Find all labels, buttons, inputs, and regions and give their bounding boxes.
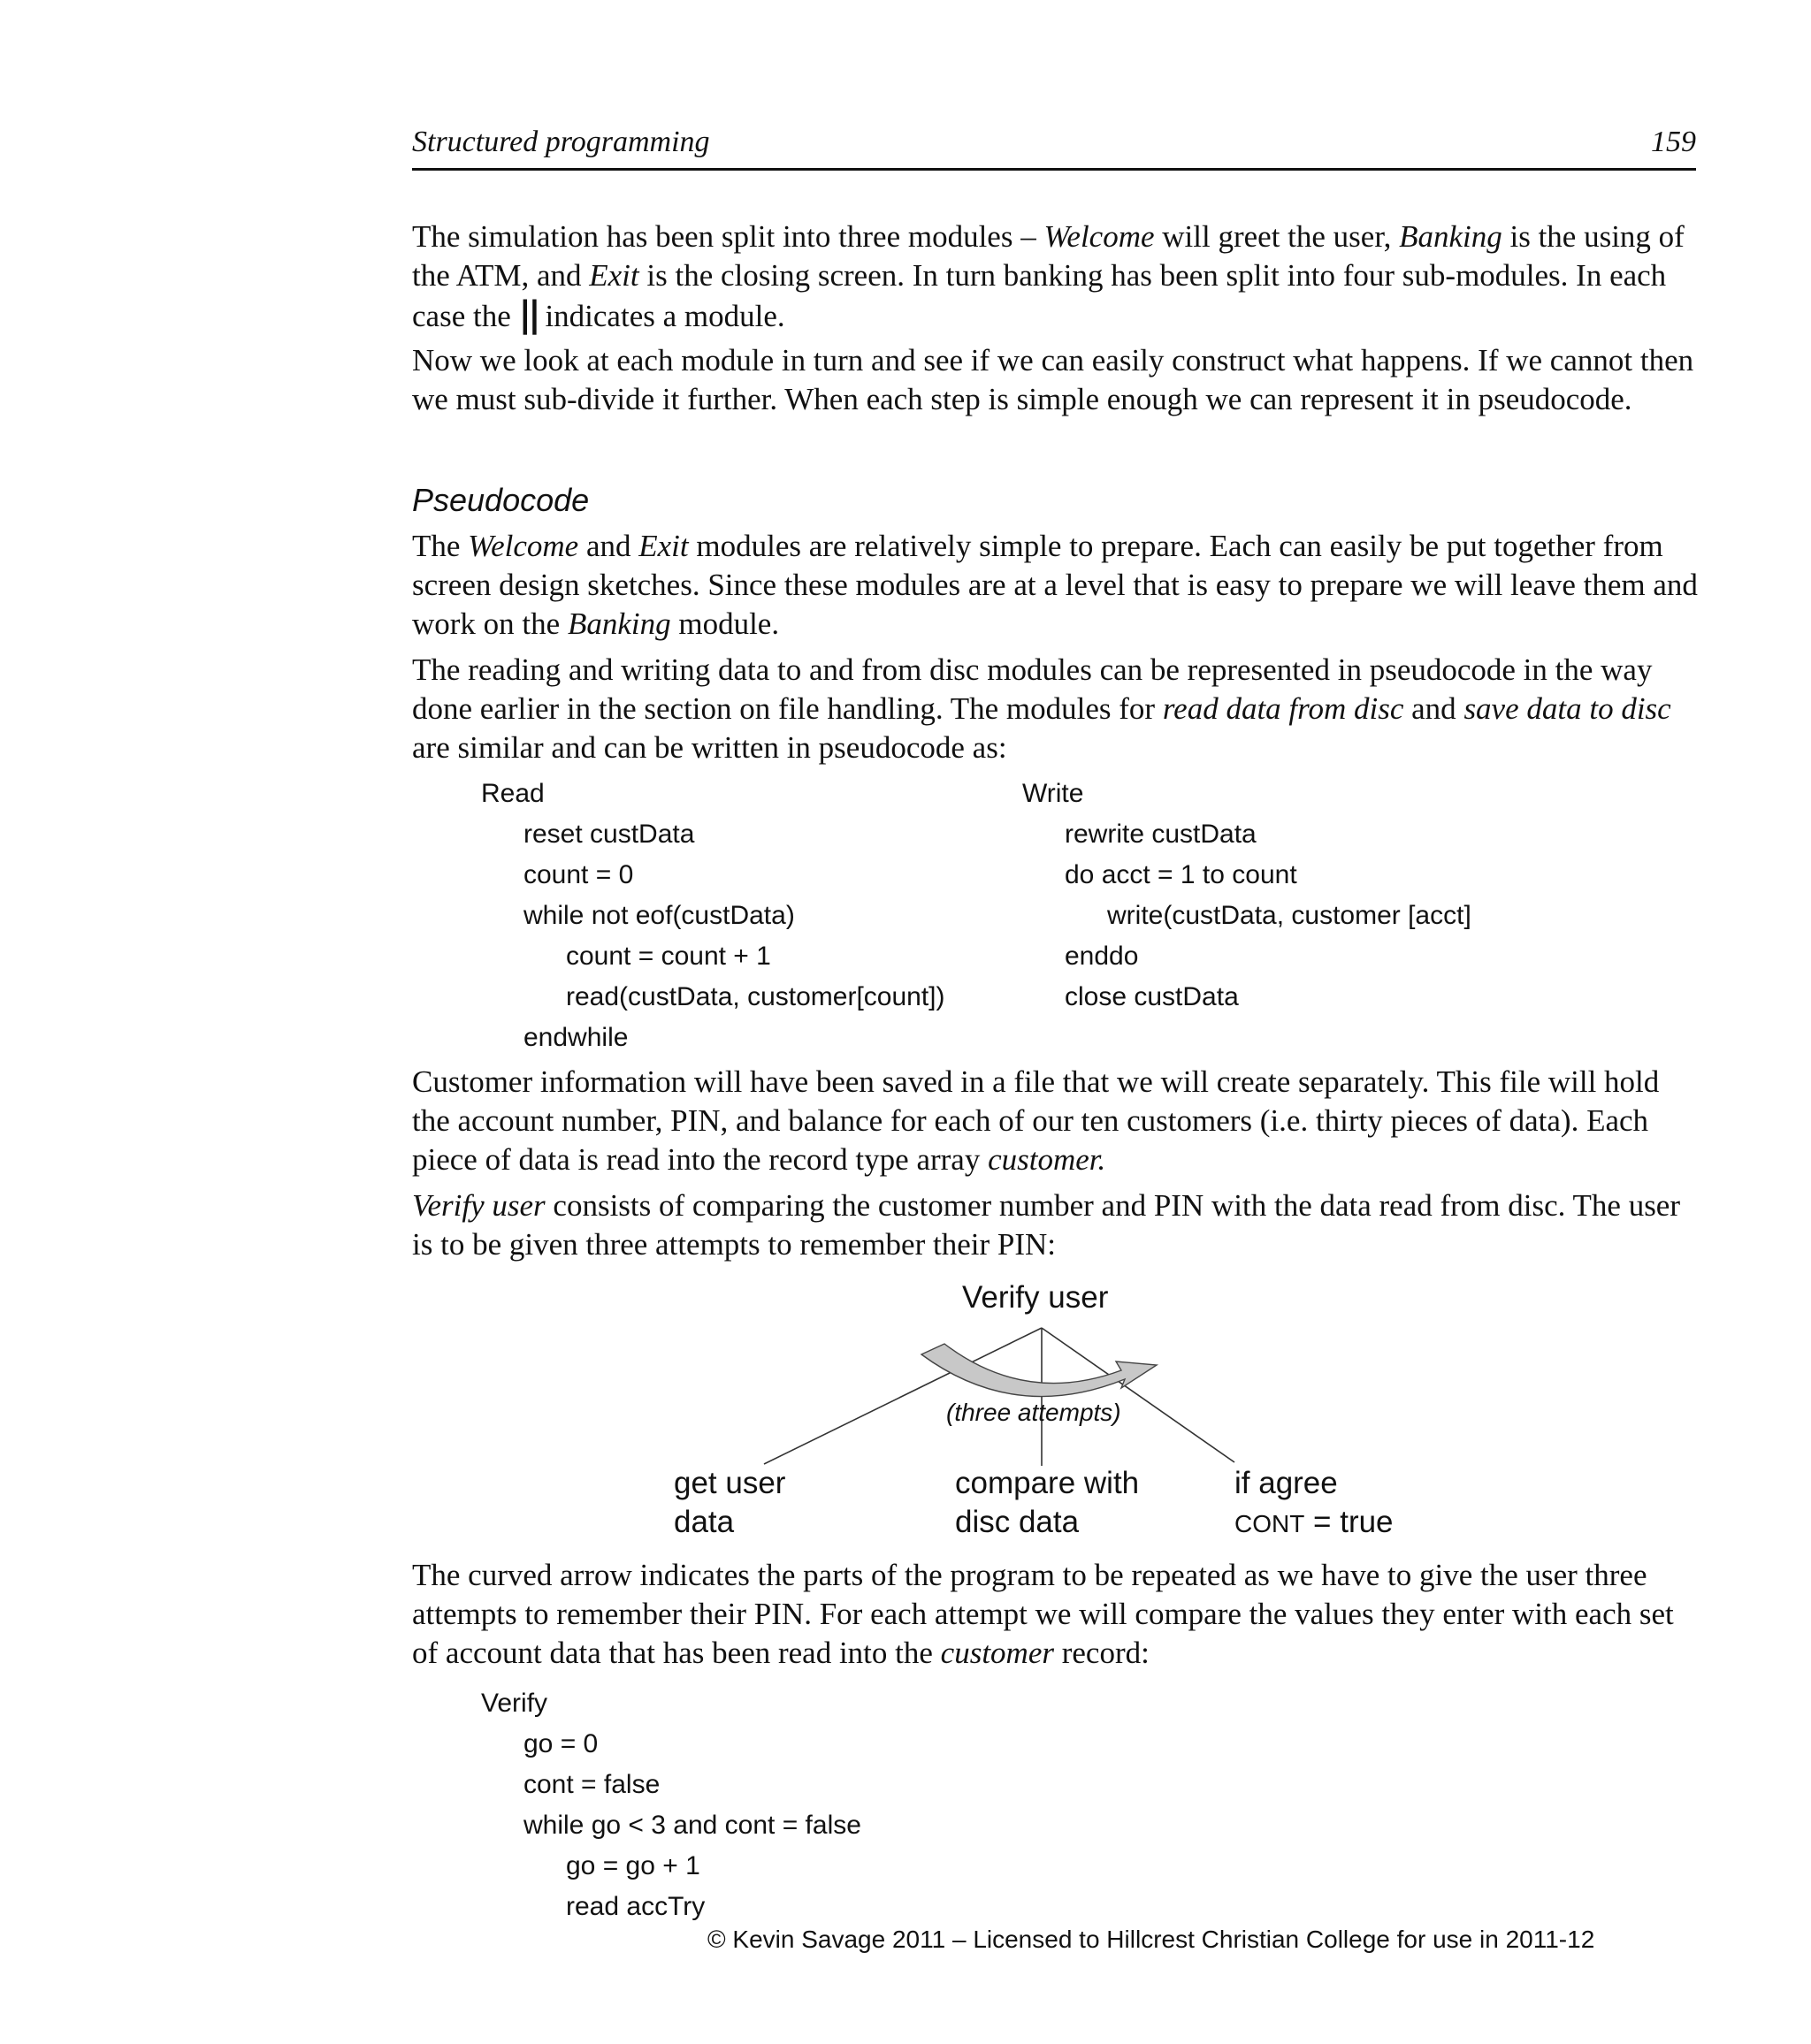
term-customer: customer.: [988, 1142, 1106, 1177]
text: is the closing screen. In turn banking has been split into four sub-modules. In each case the: [412, 258, 1667, 333]
text: is the using of the ATM, and: [412, 219, 1685, 293]
term-exit: Exit: [638, 529, 689, 563]
code-line: while go < 3 and cont = false: [523, 1811, 861, 1840]
text: = true: [1304, 1505, 1394, 1539]
code-line: go = 0: [523, 1729, 599, 1758]
section-heading: Pseudocode: [412, 482, 590, 518]
header-title: Structured programming: [412, 126, 710, 158]
text: The simulation has been split into three modules –: [412, 219, 1044, 254]
code-line: count = count + 1: [566, 942, 771, 971]
diagram-child-get-user-data: [674, 1464, 785, 1542]
code-line: count = 0: [523, 860, 634, 889]
label-line: disc data: [955, 1505, 1080, 1539]
text: record:: [1053, 1636, 1150, 1670]
text: modules are relatively simple to prepare. Each can easily be put together from screen design sketches. Since these modules are at a level that is easy to prepare we will leave them and work on the: [412, 529, 1698, 641]
paragraph-welcome-exit: [412, 527, 1703, 644]
text: and: [1403, 691, 1464, 726]
term-save-data: save data to disc: [1463, 691, 1671, 726]
text: and: [578, 529, 639, 563]
term-exit: Exit: [589, 258, 639, 293]
label-line: compare with: [955, 1466, 1140, 1500]
code-line: Read: [481, 779, 545, 808]
code-line: rewrite custData: [1065, 820, 1257, 849]
verify-user-structure-diagram: [654, 1273, 1450, 1556]
label-line: [1234, 1503, 1394, 1544]
text: indicates a module.: [537, 299, 785, 333]
text: are similar and can be written in pseudocode as:: [412, 730, 1007, 765]
text: will greet the user,: [1154, 219, 1400, 254]
text: The curved arrow indicates the parts of the program to be repeated as we have to give the user three attempts to remember their PIN. For each attempt we will compare the values they enter with each set of account data that has been read into the: [412, 1558, 1674, 1670]
paragraph-customer-info: [412, 1063, 1703, 1179]
term-verify-user: Verify user: [412, 1188, 546, 1223]
code-line: close custData: [1065, 982, 1239, 1011]
code-line: Write: [1022, 779, 1084, 808]
curved-repeat-arrow-icon: [921, 1344, 1157, 1397]
term-banking: Banking: [1399, 219, 1502, 254]
text: The reading and writing data to and from disc modules can be represented in pseudocode in the way done earlier in the section on file handling. The modules for: [412, 652, 1653, 726]
paragraph-curved-arrow: [412, 1556, 1703, 1673]
code-line: go = go + 1: [566, 1851, 700, 1880]
paragraph-subdivide: Now we look at each module in turn and see if we can easily construct what happens. If we cannot then we must sub-divide it further. When each step is simple enough we can represent it in pseudocode.: [412, 343, 1694, 416]
module-bars-symbol: ||: [518, 294, 538, 335]
text: module.: [670, 606, 780, 641]
code-line: write(custData, customer [acct]: [1107, 901, 1471, 930]
term-welcome: Welcome: [468, 529, 579, 563]
copyright-footer: © Kevin Savage 2011 – Licensed to Hillcrest Christian College for use in 2011-12: [707, 1926, 1595, 1953]
code-line: read(custData, customer[count]): [566, 982, 945, 1011]
diagram-child-if-agree: [1234, 1464, 1394, 1544]
small-caps-cont: CONT: [1234, 1510, 1305, 1537]
label-line: get user: [674, 1466, 786, 1500]
paragraph-disc-modules: [412, 651, 1703, 767]
pseudocode-read: [481, 774, 945, 1058]
text: Customer information will have been saved in a file that we will create separately. This file will hold the account number, PIN, and balance for each of our ten customers (i.e. thirty pieces of data). Each piece of data is read into the record type array: [412, 1064, 1660, 1177]
diagram-loop-note: (three attempts): [946, 1399, 1121, 1426]
code-line: do acct = 1 to count: [1065, 860, 1297, 889]
term-banking: Banking: [567, 606, 671, 641]
code-line: reset custData: [523, 820, 695, 849]
label-line: data: [674, 1505, 735, 1539]
term-read-data: read data from disc: [1162, 691, 1404, 726]
paragraph-verify-user: [412, 1186, 1703, 1264]
pseudocode-write: [1022, 774, 1471, 1018]
label-line: if agree: [1234, 1466, 1338, 1500]
text: consists of comparing the customer number and PIN with the data read from disc. The user is to be given three attempts to remember their PIN:: [412, 1188, 1680, 1262]
code-line: while not eof(custData): [523, 901, 795, 930]
paragraph-modules: [412, 217, 1703, 336]
term-welcome: Welcome: [1043, 219, 1155, 254]
diagram-child-compare: [955, 1464, 1139, 1542]
code-line: enddo: [1065, 942, 1139, 971]
code-line: read accTry: [566, 1892, 706, 1921]
code-line: endwhile: [523, 1023, 629, 1052]
code-line: Verify: [481, 1689, 548, 1718]
pseudocode-verify: [481, 1683, 861, 1927]
page-number: 159: [1651, 126, 1696, 158]
code-line: cont = false: [523, 1770, 661, 1799]
text: The: [412, 529, 469, 563]
term-customer: customer: [940, 1636, 1054, 1670]
diagram-root-label: Verify user: [962, 1280, 1109, 1315]
running-header: [412, 122, 1696, 171]
